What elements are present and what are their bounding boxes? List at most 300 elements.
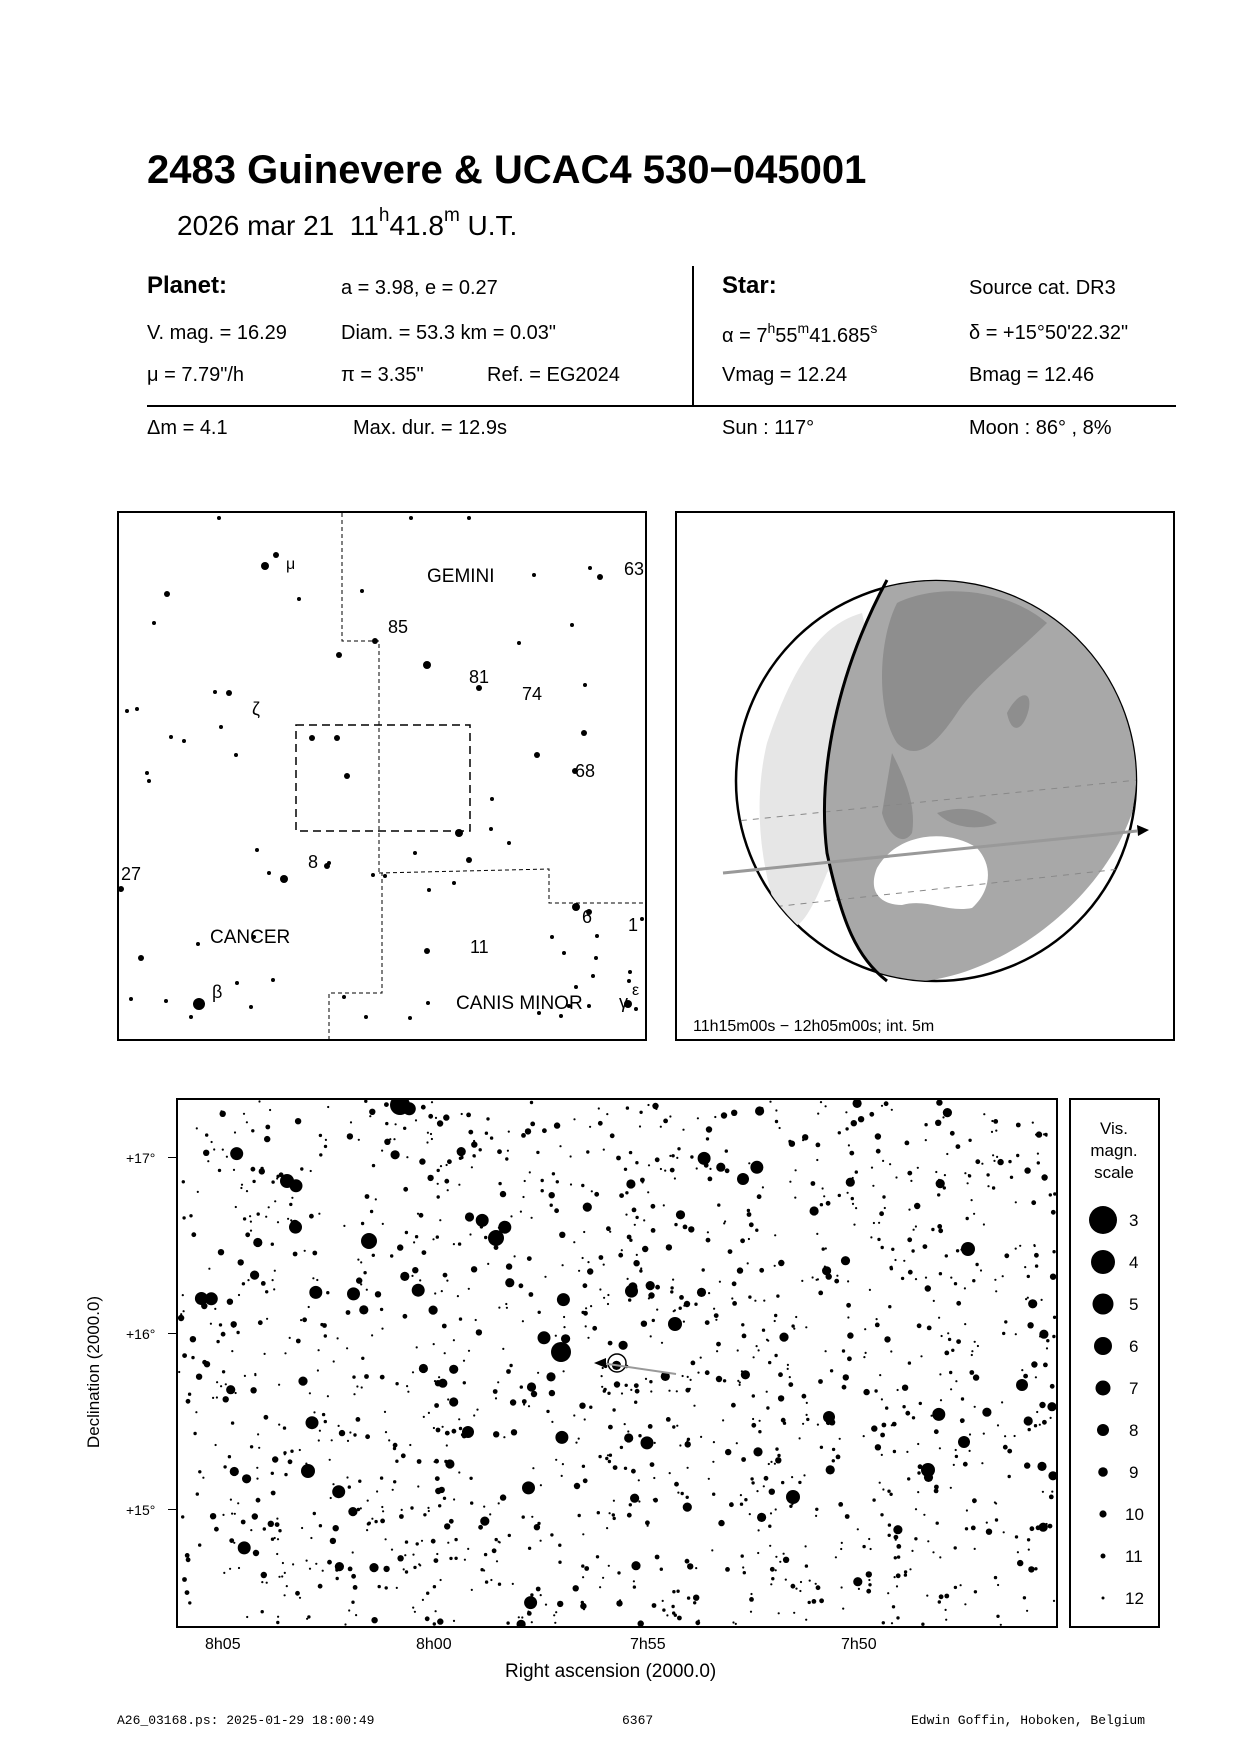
field-star xyxy=(505,1303,507,1305)
field-star xyxy=(221,1332,226,1337)
field-star xyxy=(693,1595,699,1601)
field-star xyxy=(690,1155,693,1158)
scale-dot xyxy=(1097,1424,1109,1436)
bright-field-star xyxy=(361,1233,377,1249)
field-star xyxy=(182,1353,187,1358)
field-star xyxy=(891,1109,893,1111)
finder-star xyxy=(193,998,205,1010)
field-star xyxy=(682,1129,684,1131)
field-star xyxy=(372,1164,375,1167)
field-star xyxy=(531,1621,533,1623)
scale-mag-6: 6 xyxy=(1129,1337,1139,1356)
field-star xyxy=(264,1136,270,1142)
field-star xyxy=(241,1184,243,1186)
field-star xyxy=(725,1567,730,1572)
field-star xyxy=(847,1332,853,1338)
field-star xyxy=(935,1120,941,1126)
field-star xyxy=(205,1133,208,1136)
field-star xyxy=(1037,1161,1040,1164)
field-star xyxy=(508,1534,511,1537)
field-star xyxy=(686,1496,689,1499)
field-star xyxy=(626,1106,629,1109)
field-star xyxy=(530,1122,535,1127)
field-star xyxy=(648,1164,650,1166)
field-star xyxy=(309,1392,311,1394)
field-star xyxy=(1025,1298,1027,1300)
field-star xyxy=(380,1308,383,1311)
field-star xyxy=(458,1471,460,1473)
field-star xyxy=(580,1603,586,1609)
field-star xyxy=(606,1113,608,1115)
field-star xyxy=(497,1381,499,1383)
field-star xyxy=(907,1171,912,1176)
field-star xyxy=(607,1392,610,1395)
field-star xyxy=(756,1490,758,1492)
field-star xyxy=(556,1180,559,1183)
delta-magnitude: Δm = 4.1 xyxy=(147,417,228,439)
field-star xyxy=(527,1611,529,1613)
field-star xyxy=(522,1515,525,1518)
field-star xyxy=(471,1141,477,1147)
field-star xyxy=(529,1171,531,1173)
field-star xyxy=(466,1113,471,1118)
field-star xyxy=(672,1611,675,1614)
field-star xyxy=(220,1385,222,1387)
field-star xyxy=(240,1187,242,1189)
star-label-11: 11 xyxy=(470,937,489,957)
field-star xyxy=(817,1424,819,1426)
field-star xyxy=(485,1132,488,1135)
field-star xyxy=(419,1158,425,1164)
field-star xyxy=(493,1431,499,1437)
field-star xyxy=(825,1247,827,1249)
finder-star xyxy=(261,562,269,570)
star-heading: Star: xyxy=(722,272,777,299)
field-star xyxy=(1027,1297,1029,1299)
field-star xyxy=(749,1222,754,1227)
field-star xyxy=(624,1168,627,1171)
field-star xyxy=(763,1300,765,1302)
field-star xyxy=(234,1513,236,1515)
field-star xyxy=(911,1550,913,1552)
field-star xyxy=(676,1157,678,1159)
field-star xyxy=(381,1150,383,1152)
field-star xyxy=(716,1376,722,1382)
field-star xyxy=(299,1597,301,1599)
field-star xyxy=(510,1399,516,1405)
field-star xyxy=(882,1160,884,1162)
field-star xyxy=(687,1596,690,1599)
field-star xyxy=(994,1279,996,1281)
field-star xyxy=(203,1150,209,1156)
field-star xyxy=(638,1479,640,1481)
field-star xyxy=(412,1607,414,1609)
field-star xyxy=(607,1294,609,1296)
field-star xyxy=(742,1566,744,1568)
star-label-81: 81 xyxy=(469,667,490,687)
field-star xyxy=(438,1504,441,1507)
field-star xyxy=(343,1225,345,1227)
field-star xyxy=(292,1563,294,1565)
field-star xyxy=(352,1551,354,1553)
field-star xyxy=(419,1213,424,1218)
field-star xyxy=(997,1159,1003,1165)
field-star xyxy=(1045,1135,1047,1137)
field-star xyxy=(238,1259,244,1265)
field-star xyxy=(950,1388,952,1390)
field-star xyxy=(1034,1253,1039,1258)
field-star xyxy=(464,1559,466,1561)
field-star xyxy=(395,1123,397,1125)
field-star xyxy=(723,1222,725,1224)
field-star xyxy=(739,1381,741,1383)
finder-star xyxy=(125,709,129,713)
field-star xyxy=(359,1305,368,1314)
field-star xyxy=(596,1555,599,1558)
field-star xyxy=(485,1580,488,1583)
field-star xyxy=(550,1533,553,1536)
field-star xyxy=(783,1553,785,1555)
field-star xyxy=(283,1426,286,1429)
field-star xyxy=(868,1579,870,1581)
field-star xyxy=(749,1597,754,1602)
field-star xyxy=(463,1360,465,1362)
field-star xyxy=(885,1406,888,1409)
scale-title-1: Vis. xyxy=(1099,1119,1129,1138)
finder-star xyxy=(235,981,239,985)
field-star xyxy=(945,1254,948,1257)
field-star xyxy=(286,1585,288,1587)
field-star xyxy=(954,1282,957,1285)
field-star xyxy=(926,1595,928,1597)
field-star xyxy=(639,1125,641,1127)
xtick-8h05: 8h05 xyxy=(205,1636,241,1653)
field-star xyxy=(917,1167,919,1169)
field-star xyxy=(326,1291,329,1294)
finder-star xyxy=(583,683,587,687)
field-star xyxy=(300,1167,303,1170)
field-star xyxy=(582,1257,584,1259)
event-datetime: 2026 mar 21 11$^h$41.8$^m$ U.T. xyxy=(177,205,518,241)
field-star xyxy=(435,1117,437,1119)
field-star xyxy=(524,1596,537,1609)
field-star xyxy=(713,1441,715,1443)
field-star xyxy=(628,1185,631,1188)
field-star xyxy=(353,1585,358,1590)
field-star xyxy=(965,1527,968,1530)
field-star xyxy=(471,1589,473,1591)
field-star xyxy=(939,1272,942,1275)
field-star xyxy=(357,1259,359,1261)
field-star xyxy=(712,1493,715,1496)
field-star xyxy=(197,1191,199,1193)
finder-star xyxy=(628,970,632,974)
field-star xyxy=(960,1418,965,1423)
field-star xyxy=(713,1308,715,1310)
field-star xyxy=(788,1382,793,1387)
field-star xyxy=(500,1191,506,1197)
field-star xyxy=(271,1472,274,1475)
field-star xyxy=(955,1449,957,1451)
field-star xyxy=(355,1614,357,1616)
field-star xyxy=(735,1623,737,1625)
field-star xyxy=(233,1542,235,1544)
field-star xyxy=(706,1238,711,1243)
finder-star xyxy=(147,779,151,783)
field-star xyxy=(360,1261,362,1263)
field-star xyxy=(444,1179,449,1184)
field-star xyxy=(981,1462,983,1464)
field-star xyxy=(216,1340,219,1343)
field-star xyxy=(400,1272,409,1281)
planet-orbit: a = 3.98, e = 0.27 xyxy=(341,277,498,299)
field-star xyxy=(245,1232,250,1237)
field-star xyxy=(384,1411,386,1413)
field-star xyxy=(369,1563,378,1572)
field-star xyxy=(1043,1363,1048,1368)
field-star xyxy=(775,1109,777,1111)
field-star xyxy=(512,1583,514,1585)
field-star xyxy=(1016,1154,1019,1157)
field-star xyxy=(336,1577,339,1580)
x-axis-label: Right ascension (2000.0) xyxy=(505,1661,717,1682)
field-star xyxy=(902,1385,908,1391)
field-star xyxy=(208,1268,210,1270)
field-star xyxy=(562,1463,564,1465)
field-star xyxy=(717,1203,720,1206)
field-star xyxy=(599,1288,601,1290)
field-star xyxy=(766,1406,769,1409)
field-star xyxy=(422,1599,424,1601)
field-star xyxy=(1004,1253,1009,1258)
field-star xyxy=(629,1152,631,1154)
field-star xyxy=(762,1186,764,1188)
field-star xyxy=(849,1151,854,1156)
field-star xyxy=(911,1249,914,1252)
field-star xyxy=(882,1621,885,1624)
field-star xyxy=(857,1528,859,1530)
field-star xyxy=(476,1409,478,1411)
field-star xyxy=(693,1405,695,1407)
field-star xyxy=(617,1571,620,1574)
field-star xyxy=(211,1141,213,1143)
field-star xyxy=(538,1311,541,1314)
field-star xyxy=(633,1585,636,1588)
field-star xyxy=(570,1155,572,1157)
finder-star xyxy=(591,974,595,978)
field-star xyxy=(266,1318,268,1320)
field-star xyxy=(185,1590,190,1595)
field-star xyxy=(256,1478,258,1480)
field-star xyxy=(731,1502,733,1504)
field-star xyxy=(598,1455,601,1458)
field-star xyxy=(366,1529,368,1531)
field-star xyxy=(839,1438,841,1440)
field-star xyxy=(769,1101,771,1103)
field-star xyxy=(348,1609,350,1611)
field-star xyxy=(863,1435,865,1437)
bright-field-star xyxy=(958,1436,970,1448)
field-star xyxy=(603,1388,606,1391)
field-star xyxy=(858,1116,864,1122)
field-star xyxy=(873,1222,875,1224)
field-star xyxy=(405,1231,408,1234)
field-star xyxy=(392,1489,394,1491)
field-star xyxy=(801,1280,803,1282)
bright-field-star xyxy=(737,1173,749,1185)
field-star xyxy=(196,1127,198,1129)
field-star xyxy=(274,1200,276,1202)
field-star xyxy=(356,1417,361,1422)
field-star xyxy=(774,1314,777,1317)
field-star xyxy=(1008,1160,1011,1163)
field-star xyxy=(210,1323,212,1325)
field-star xyxy=(845,1111,847,1113)
field-star xyxy=(258,1447,260,1449)
field-star xyxy=(1051,1210,1056,1215)
scale-dot xyxy=(1096,1381,1111,1396)
field-star xyxy=(347,1287,360,1300)
field-star xyxy=(1017,1551,1019,1553)
field-star xyxy=(879,1482,881,1484)
field-star xyxy=(259,1168,265,1174)
field-star xyxy=(664,1170,666,1172)
field-star xyxy=(454,1557,457,1560)
finder-star xyxy=(267,871,271,875)
field-star xyxy=(427,1132,429,1134)
field-star xyxy=(868,1583,871,1586)
field-star xyxy=(973,1374,979,1380)
field-star xyxy=(643,1219,645,1221)
field-star xyxy=(969,1370,974,1375)
finder-star xyxy=(534,752,540,758)
star-source-catalog: Source cat. DR3 xyxy=(969,277,1116,299)
finder-star xyxy=(467,516,471,520)
finder-star xyxy=(517,641,521,645)
field-star xyxy=(310,1170,312,1172)
field-star xyxy=(876,1149,881,1154)
field-star xyxy=(932,1551,934,1553)
field-star xyxy=(542,1128,547,1133)
field-star xyxy=(875,1133,881,1139)
field-star xyxy=(942,1116,944,1118)
field-star xyxy=(496,1560,498,1562)
field-star xyxy=(1028,1299,1037,1308)
field-star xyxy=(652,1103,658,1109)
field-star xyxy=(412,1267,418,1273)
field-star xyxy=(214,1527,219,1532)
field-star xyxy=(670,1168,675,1173)
field-star xyxy=(360,1283,362,1285)
finder-star xyxy=(164,999,168,1003)
field-star xyxy=(599,1255,604,1260)
field-star xyxy=(490,1579,492,1581)
star-label-68: 68 xyxy=(575,761,596,781)
field-star xyxy=(1004,1320,1007,1323)
field-star xyxy=(507,1150,509,1152)
field-star xyxy=(838,1502,843,1507)
field-star xyxy=(587,1268,593,1274)
field-star xyxy=(950,1277,952,1279)
field-star xyxy=(514,1255,516,1257)
field-star xyxy=(293,1252,298,1257)
field-star xyxy=(419,1364,428,1373)
field-star xyxy=(498,1182,501,1185)
field-star xyxy=(793,1612,795,1614)
field-star xyxy=(309,1214,314,1219)
field-star xyxy=(972,1279,975,1282)
field-star xyxy=(371,1518,373,1520)
field-star xyxy=(353,1433,356,1436)
field-star xyxy=(581,1184,584,1187)
field-star xyxy=(185,1553,190,1558)
field-star xyxy=(908,1209,910,1211)
ytick-16: +16° xyxy=(126,1326,156,1342)
field-star xyxy=(375,1291,381,1297)
field-star xyxy=(578,1270,580,1272)
scale-mag-7: 7 xyxy=(1129,1379,1139,1398)
field-star xyxy=(641,1436,654,1449)
field-star xyxy=(869,1289,871,1291)
field-star xyxy=(653,1477,655,1479)
field-star xyxy=(416,1542,419,1545)
field-star xyxy=(879,1374,881,1376)
field-star xyxy=(894,1556,897,1559)
field-star xyxy=(563,1326,565,1328)
scale-mag-10: 10 xyxy=(1125,1505,1144,1524)
field-star xyxy=(546,1372,555,1381)
field-star xyxy=(284,1473,287,1476)
field-star xyxy=(806,1418,809,1421)
field-star xyxy=(315,1563,317,1565)
field-star xyxy=(230,1467,239,1476)
field-star xyxy=(606,1226,611,1231)
field-star xyxy=(277,1221,279,1223)
field-star xyxy=(878,1222,880,1224)
field-star xyxy=(459,1317,462,1320)
field-star xyxy=(820,1101,822,1103)
field-star xyxy=(996,1615,999,1618)
field-star xyxy=(344,1623,346,1625)
field-star xyxy=(299,1449,301,1451)
field-star xyxy=(672,1590,675,1593)
field-star xyxy=(995,1290,997,1292)
field-star xyxy=(538,1331,551,1344)
field-star xyxy=(318,1439,320,1441)
field-star xyxy=(364,1374,369,1379)
star-vmag: Vmag = 12.24 xyxy=(722,364,848,386)
scale-mag-11: 11 xyxy=(1125,1547,1143,1566)
field-star xyxy=(223,1465,226,1468)
field-star xyxy=(992,1154,994,1156)
magnitude-scale-svg xyxy=(1071,1100,1158,1626)
field-star xyxy=(226,1156,228,1158)
field-star xyxy=(884,1207,886,1209)
field-star xyxy=(966,1509,968,1511)
field-star xyxy=(847,1280,849,1282)
field-star xyxy=(698,1620,700,1622)
field-star xyxy=(520,1211,522,1213)
field-star xyxy=(809,1580,811,1582)
field-star xyxy=(819,1598,824,1603)
field-star xyxy=(702,1268,705,1271)
field-star xyxy=(944,1351,949,1356)
field-star xyxy=(351,1601,354,1604)
field-star xyxy=(435,1610,437,1612)
field-star xyxy=(438,1376,440,1378)
field-star xyxy=(1035,1134,1037,1136)
field-star xyxy=(416,1346,418,1348)
